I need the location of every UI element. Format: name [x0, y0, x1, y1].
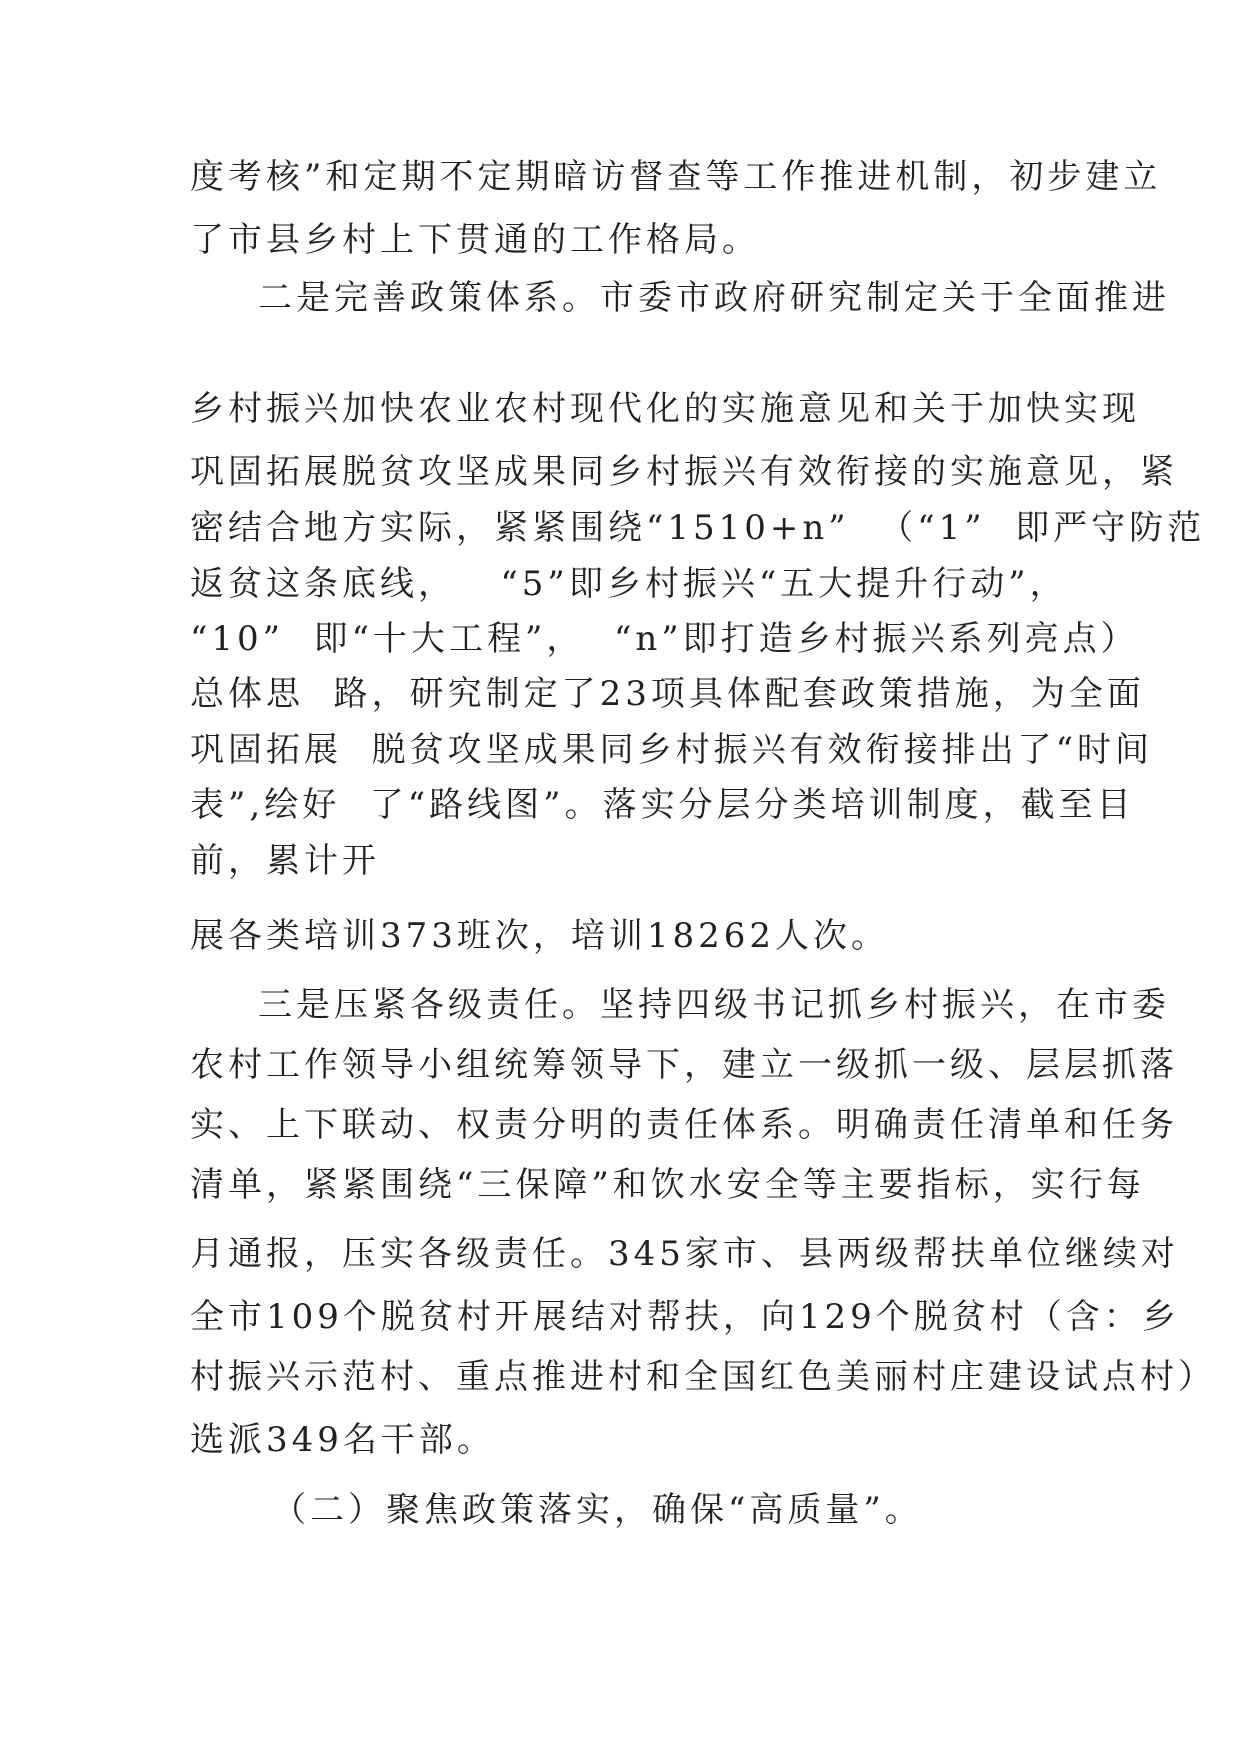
text-line: 表”,绘好 了“路线图”。落实分层分类培训制度，截至目	[190, 785, 1135, 825]
text-line: 乡村振兴加快农业农村现代化的实施意见和关于加快实现	[190, 389, 1140, 429]
text-line: 了市县乡村上下贯通的工作格局。	[190, 220, 760, 260]
text-line: 总体思 路，研究制定了23项具体配套政策措施，为全面	[190, 674, 1145, 714]
section-heading: （二）聚焦政策落实，确保“高质量”。	[272, 1490, 923, 1530]
text-line: 巩固拓展脱贫攻坚成果同乡村振兴有效衔接的实施意见，紧	[190, 452, 1178, 492]
text-line: 月通报，压实各级责任。345家市、县两级帮扶单位继续对	[190, 1234, 1179, 1274]
text-line: 密结合地方实际，紧紧围绕“1510+n” （“1” 即严守防范	[190, 508, 1206, 548]
text-line: 展各类培训373班次，培训18262人次。	[190, 916, 890, 956]
text-line: 返贫这条底线， “5”即乡村振兴“五大提升行动”，	[190, 564, 1068, 604]
text-line: 前，累计开	[190, 841, 380, 881]
text-line: 实、上下联动、权责分明的责任体系。明确责任清单和任务	[190, 1105, 1178, 1145]
text-line: 村振兴示范村、重点推进村和全国红色美丽村庄建设试点村）	[190, 1357, 1216, 1397]
text-line: “10” 即“十大工程”， “n”即打造乡村振兴系列亮点）	[190, 619, 1139, 659]
text-line: 全市109个脱贫村开展结对帮扶，向129个脱贫村（含：乡	[190, 1297, 1180, 1337]
text-line: 巩固拓展 脱贫攻坚成果同乡村振兴有效衔接排出了“时间	[190, 730, 1153, 770]
text-line: 农村工作领导小组统筹领导下，建立一级抓一级、层层抓落	[190, 1045, 1178, 1085]
paragraph-start-line: 三是压紧各级责任。坚持四级书记抓乡村振兴，在市委	[258, 985, 1170, 1025]
text-line: 度考核”和定期不定期暗访督查等工作推进机制，初步建立	[190, 157, 1162, 197]
paragraph-start-line: 二是完善政策体系。市委市政府研究制定关于全面推进	[258, 278, 1170, 318]
text-line: 选派349名干部。	[190, 1420, 495, 1460]
text-line: 清单，紧紧围绕“三保障”和饮水安全等主要指标，实行每	[190, 1165, 1145, 1205]
